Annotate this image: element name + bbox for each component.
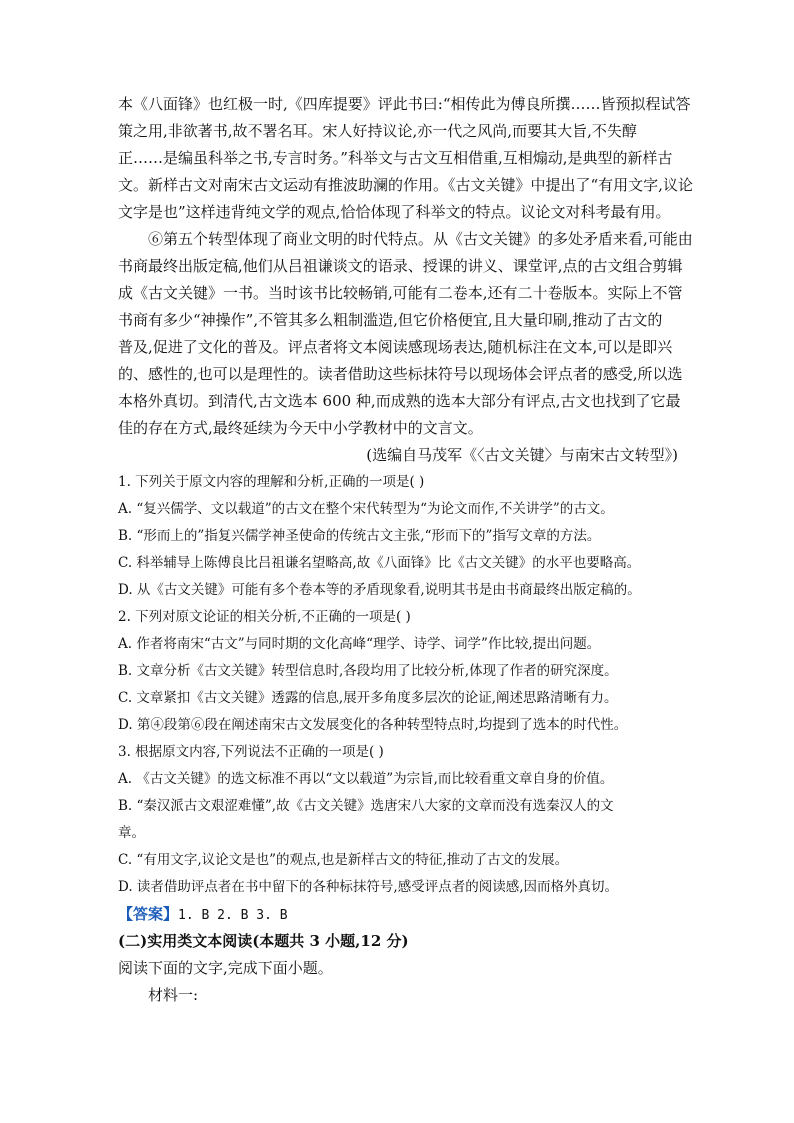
material-label: 材料一: (148, 986, 199, 1004)
text-line: 的、感性的,也可以是理性的。读者借助这些标抹符号以现场体会评点者的感受,所以选 (118, 365, 683, 383)
text-line: 普及,促进了文化的普及。评点者将文本阅读感现场表达,随机标注在文本,可以是即兴 (118, 338, 673, 356)
text-line: 本《八面锋》也红极一时,《四库提要》评此书曰:“相传此为傅良所撰……皆预拟程试答 (118, 95, 691, 113)
passage-paragraph-5 (118, 91, 693, 226)
answer-tag: 【答案】 (118, 905, 179, 923)
question-stem: 2. 下列对原文论证的相关分析,不正确的一项是( ) (118, 609, 411, 625)
section-instruction: 阅读下面的文字,完成下面小题。 (118, 959, 333, 977)
text-line: 佳的存在方式,最终延续为今天中小学教材中的文言文。 (118, 419, 483, 437)
option-b: B. “秦汉派古文艰涩难懂”,故《古文关键》选唐宋八大家的文章而没有选秦汉人的文 (118, 798, 614, 814)
page-content (118, 91, 693, 1009)
question-1 (118, 469, 678, 604)
text-line: 书商最终出版定稿,他们从吕祖谦谈文的语录、授课的讲义、课堂评,点的古文组合剪辑 (118, 257, 683, 275)
passage-source: (选编自马茂军《〈古文关键〉与南宋古文转型》) (366, 446, 678, 464)
section-heading: (二)实用类文本阅读(本题共 3 小题,12 分) (118, 932, 409, 950)
option-b: B. “形而上的”指复兴儒学神圣使命的传统古文主张,“形而下的”指写文章的方法。 (118, 528, 601, 544)
text-line: 正……是编虽科举之书,专言时务。”科举文与古文互相借重,互相煽动,是典型的新样古 (118, 149, 673, 167)
text-line: ⑥第五个转型体现了商业文明的时代特点。从《古文关键》的多处矛盾来看,可能由 (148, 230, 693, 248)
question-stem: 3. 根据原文内容,下列说法不正确的一项是( ) (118, 744, 384, 760)
answer-line (118, 901, 678, 928)
option-c: C. 文章紧扣《古文关键》透露的信息,展开多角度多层次的论证,阐述思路清晰有力。 (118, 690, 618, 706)
answer-values: 1. B 2. B 3. B (178, 908, 288, 923)
text-line: 策之用,非欲著书,故不署名耳。宋人好持议论,亦一代之风尚,而要其大旨,不失醇 (118, 122, 637, 140)
option-d: D. 第④段第⑥段在阐述南宋古文发展变化的各种转型特点时,均提到了选本的时代性。 (118, 717, 628, 733)
option-a: A. “复兴儒学、文以载道”的古文在整个宋代转型为“为论文而作,不关讲学”的古文。 (118, 501, 614, 517)
option-d: D. 读者借助评点者在书中留下的各种标抹符号,感受评点者的阅读感,因而格外真切。 (118, 879, 619, 895)
option-a: A. 《古文关键》的选文标准不再以“文以载道”为宗旨,而比较看重文章自身的价值。 (118, 771, 614, 787)
passage-paragraph-6 (118, 226, 693, 442)
option-c: C. 科举辅导上陈傅良比吕祖谦名望略高,故《八面锋》比《古文关键》的水平也要略高。 (118, 555, 641, 571)
option-b: B. 文章分析《古文关键》转型信息时,各段均用了比较分析,体现了作者的研究深度。 (118, 663, 618, 679)
text-line: 成《古文关键》一书。当时该书比较畅销,可能有二卷本,还有二十卷版本。实际上不管 (118, 284, 683, 302)
text-line: 本格外真切。到清代,古文选本 600 种,而成熟的选本大部分有评点,古文也找到了它最 (118, 392, 681, 410)
option-a: A. 作者将南宋“古文”与同时期的文化高峰“理学、诗学、词学”作比较,提出问题。 (118, 636, 601, 652)
question-stem: 1. 下列关于原文内容的理解和分析,正确的一项是( ) (118, 474, 425, 490)
option-c: C. “有用文字,议论文是也”的观点,也是新样古文的特征,推动了古文的发展。 (118, 852, 569, 868)
question-2 (118, 604, 678, 739)
option-d: D. 从《古文关键》可能有多个卷本等的矛盾现象看,说明其书是由书商最终出版定稿的。 (118, 582, 641, 598)
option-b-continued: 章。 (118, 825, 145, 841)
text-line: 书商有多少“神操作”,不管其多么粗制滥造,但它价格便宜,且大量印刷,推动了古文的 (118, 311, 663, 329)
question-3 (118, 739, 678, 901)
text-line: 文。新样古文对南宋古文运动有推波助澜的作用。《古文关键》中提出了“有用文字,议论 (118, 176, 693, 194)
text-line: 文字是也”这样违背纯文学的观点,恰恰体现了科举文的特点。议论文对科考最有用。 (118, 203, 671, 221)
